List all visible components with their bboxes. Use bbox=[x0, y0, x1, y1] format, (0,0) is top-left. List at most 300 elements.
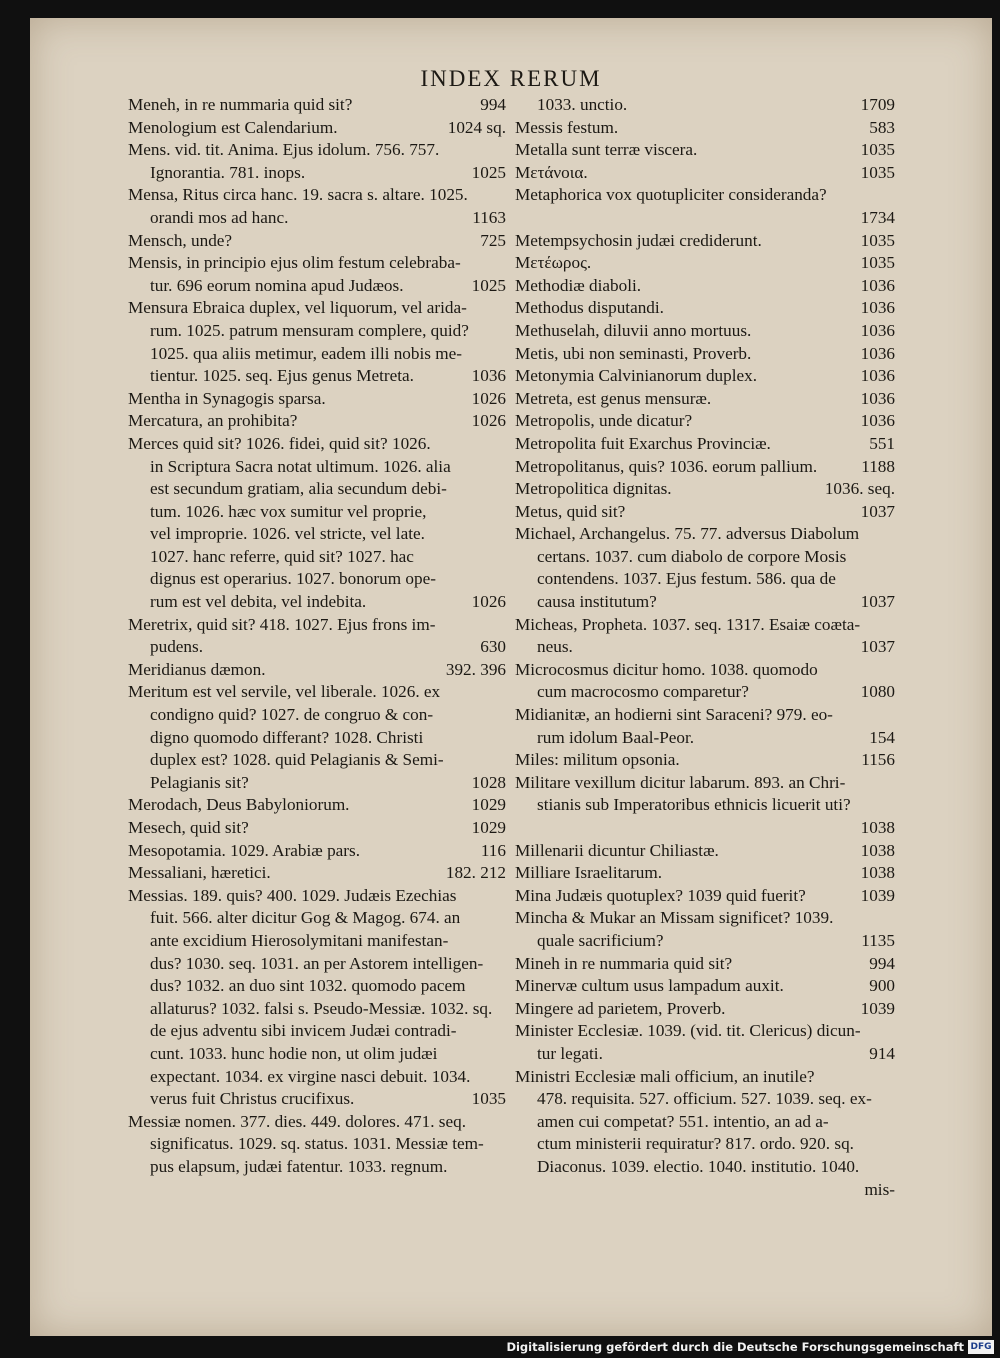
entry-text: amen cui competat? 551. intentio, an ad a- bbox=[537, 1111, 829, 1131]
page-reference: 154 bbox=[869, 727, 895, 747]
entry-text: Mingere ad parietem, Proverb. bbox=[515, 998, 726, 1018]
page-reference: 900 bbox=[869, 976, 895, 996]
entry-text: expectant. 1034. ex virgine nasci debuit. 1034. bbox=[150, 1066, 471, 1086]
entry-text: 1033. unctio. bbox=[537, 95, 628, 114]
index-line bbox=[515, 591, 895, 614]
entry-text: Diaconus. 1039. electio. 1040. institutio. 1040. bbox=[537, 1156, 860, 1176]
index-entry bbox=[128, 817, 506, 840]
entry-text: Messias. 189. quis? 400. 1029. Judæis Ezechias bbox=[128, 885, 457, 905]
index-entry bbox=[128, 252, 506, 297]
index-entry bbox=[128, 230, 506, 253]
index-entry bbox=[515, 501, 895, 524]
index-line bbox=[128, 817, 506, 840]
entry-text: Minervæ cultum usus lampadum auxit. bbox=[515, 976, 784, 996]
page-reference: 1036 bbox=[860, 388, 895, 408]
page-reference: 1035 bbox=[860, 230, 895, 250]
entry-text: Mesech, quid sit? bbox=[128, 818, 249, 837]
index-entry bbox=[515, 117, 895, 140]
index-line bbox=[515, 772, 895, 795]
entry-text: Metalla sunt terræ viscera. bbox=[515, 140, 698, 160]
index-line bbox=[128, 704, 506, 727]
entry-text: tientur. 1025. seq. Ejus genus Metreta. bbox=[150, 366, 414, 386]
entry-text: Minister Ecclesiæ. 1039. (vid. tit. Clericus) dicun- bbox=[515, 1021, 861, 1041]
entry-text: rum idolum Baal-Peor. bbox=[537, 727, 695, 747]
index-line bbox=[128, 456, 506, 479]
index-entry bbox=[515, 840, 895, 863]
entry-text: pus elapsum, judæi fatentur. 1033. regnum. bbox=[150, 1156, 448, 1176]
page-reference: 1156 bbox=[861, 750, 895, 770]
entry-text: Mensura Ebraica duplex, vel liquorum, vel arida- bbox=[128, 298, 467, 318]
index-column-left bbox=[128, 94, 506, 1179]
page-reference: 583 bbox=[869, 117, 895, 137]
entry-text: Methodiæ diaboli. bbox=[515, 275, 642, 295]
entry-text: Μετέωρος. bbox=[515, 253, 592, 273]
entry-text: Μετάνοια. bbox=[515, 162, 588, 182]
entry-text: vel improprie. 1026. vel stricte, vel late. bbox=[150, 524, 425, 544]
index-line bbox=[515, 117, 895, 140]
page-reference: 1135 bbox=[861, 930, 895, 950]
entry-text: contendens. 1037. Ejus festum. 586. qua de bbox=[537, 569, 836, 589]
index-line bbox=[515, 546, 895, 569]
dfg-logo: DFG bbox=[968, 1340, 994, 1354]
index-line bbox=[515, 320, 895, 343]
index-line bbox=[128, 207, 506, 230]
index-line bbox=[515, 1179, 895, 1202]
index-entry bbox=[128, 297, 506, 387]
entry-text: certans. 1037. cum diabolo de corpore Mosis bbox=[537, 546, 847, 566]
entry-text: Meritum est vel servile, vel liberale. 1026. ex bbox=[128, 682, 441, 702]
index-entry bbox=[515, 139, 895, 162]
index-entry bbox=[515, 343, 895, 366]
page-reference: 994 bbox=[480, 95, 506, 114]
entry-text: Ignorantia. 781. inops. bbox=[150, 162, 306, 182]
index-line bbox=[515, 343, 895, 366]
index-line bbox=[515, 998, 895, 1021]
index-line bbox=[515, 907, 895, 930]
entry-text: Metropolitanus, quis? 1036. eorum pallium. bbox=[515, 456, 818, 476]
index-line bbox=[515, 433, 895, 456]
entry-text: pudens. bbox=[150, 637, 203, 657]
footer-credit: Digitalisierung gefördert durch die Deutsche Forschungsgemeinschaft bbox=[0, 1336, 1000, 1358]
index-entry bbox=[515, 907, 895, 952]
entry-text: Methuselah, diluvii anno mortuus. bbox=[515, 320, 752, 340]
index-line bbox=[515, 388, 895, 411]
index-line bbox=[515, 297, 895, 320]
index-entry bbox=[515, 365, 895, 388]
index-line bbox=[128, 230, 506, 253]
index-line bbox=[128, 749, 506, 772]
index-entry bbox=[515, 885, 895, 908]
entry-text: tum. 1026. hæc vox sumitur vel proprie, bbox=[150, 501, 427, 521]
index-line bbox=[128, 117, 506, 140]
index-line bbox=[515, 478, 895, 501]
page-reference: 1035 bbox=[860, 162, 895, 182]
index-entry bbox=[515, 1020, 895, 1065]
index-line bbox=[515, 1043, 895, 1066]
page-reference: 1024 sq. bbox=[447, 117, 506, 137]
index-line bbox=[128, 681, 506, 704]
entry-text: Metempsychosin judæi crediderunt. bbox=[515, 230, 762, 250]
entry-text: Mensch, unde? bbox=[128, 230, 233, 250]
index-entry bbox=[515, 478, 895, 501]
index-entry bbox=[515, 184, 895, 229]
index-line bbox=[128, 907, 506, 930]
entry-text: Mercatura, an prohibita? bbox=[128, 411, 298, 431]
entry-text: rum est vel debita, vel indebita. bbox=[150, 592, 367, 612]
entry-text: Metis, ubi non seminasti, Proverb. bbox=[515, 343, 752, 363]
index-line bbox=[128, 162, 506, 185]
index-line bbox=[128, 998, 506, 1021]
index-entry bbox=[515, 953, 895, 976]
page-reference: 1029 bbox=[471, 795, 506, 815]
index-line bbox=[515, 1156, 895, 1179]
entry-text: Milliare Israelitarum. bbox=[515, 863, 662, 883]
entry-text: dus? 1032. an duo sint 1032. quomodo pacem bbox=[150, 976, 466, 996]
page-reference: 914 bbox=[869, 1043, 895, 1063]
entry-text: Michael, Archangelus. 75. 77. adversus Diabolum bbox=[515, 524, 860, 544]
index-entry bbox=[515, 749, 895, 772]
index-line bbox=[128, 184, 506, 207]
index-entry bbox=[515, 772, 895, 840]
entry-text: Micheas, Propheta. 1037. seq. 1317. Esaiæ coæta- bbox=[515, 614, 861, 634]
index-line bbox=[128, 1133, 506, 1156]
index-line bbox=[128, 275, 506, 298]
index-entry bbox=[515, 659, 895, 704]
index-line bbox=[128, 636, 506, 659]
entry-text: Merces quid sit? 1026. fidei, quid sit? 1026. bbox=[128, 433, 431, 453]
index-line bbox=[515, 365, 895, 388]
index-entry bbox=[515, 297, 895, 320]
index-entry bbox=[515, 862, 895, 885]
entry-text: Millenarii dicuntur Chiliastæ. bbox=[515, 840, 719, 860]
index-entry bbox=[128, 794, 506, 817]
entry-text: Metreta, est genus mensuræ. bbox=[515, 388, 712, 408]
page-reference: 1035 bbox=[471, 1089, 506, 1109]
page-reference: 1036 bbox=[860, 298, 895, 318]
page-reference: 551 bbox=[869, 433, 895, 453]
index-entry bbox=[515, 94, 895, 117]
index-line bbox=[515, 230, 895, 253]
entry-text: Midianitæ, an hodierni sint Saraceni? 979. eo- bbox=[515, 705, 833, 725]
index-line bbox=[515, 1111, 895, 1134]
index-line bbox=[128, 794, 506, 817]
entry-text: Metonymia Calvinianorum duplex. bbox=[515, 366, 758, 386]
index-line bbox=[515, 704, 895, 727]
index-line bbox=[515, 501, 895, 524]
index-line bbox=[128, 1020, 506, 1043]
page-reference: 1036 bbox=[860, 411, 895, 431]
page-reference: 1036 bbox=[860, 275, 895, 295]
index-line bbox=[515, 207, 895, 230]
page-reference: 725 bbox=[480, 230, 506, 250]
entry-text: Metaphorica vox quotupliciter consideranda? bbox=[515, 185, 827, 205]
page-reference: 1035 bbox=[860, 140, 895, 160]
index-line bbox=[128, 591, 506, 614]
index-line bbox=[515, 523, 895, 546]
index-line bbox=[128, 478, 506, 501]
entry-text: Meridianus dæmon. bbox=[128, 659, 266, 679]
entry-text: digno quomodo differant? 1028. Christi bbox=[150, 727, 424, 747]
index-line bbox=[128, 523, 506, 546]
entry-text: stianis sub Imperatoribus ethnicis licuerit uti? bbox=[537, 795, 851, 815]
index-entry bbox=[128, 840, 506, 863]
entry-text: Pelagianis sit? bbox=[150, 772, 249, 792]
page-header: INDEX RERUM bbox=[420, 66, 602, 91]
entry-text: fuit. 566. alter dicitur Gog & Magog. 674. an bbox=[150, 908, 461, 928]
index-line bbox=[515, 817, 895, 840]
entry-text: Messiæ nomen. 377. dies. 449. dolores. 471. seq. bbox=[128, 1111, 467, 1131]
entry-text: Menologium est Calendarium. bbox=[128, 117, 338, 137]
page-reference: 392. 396 bbox=[445, 659, 506, 679]
entry-text: Messis festum. bbox=[515, 117, 619, 137]
entry-text: Messaliani, hæretici. bbox=[128, 863, 271, 883]
page-reference: 1038 bbox=[860, 840, 895, 860]
index-entry bbox=[128, 614, 506, 659]
entry-text: causa institutum? bbox=[537, 592, 657, 612]
index-entry bbox=[128, 1111, 506, 1179]
index-line bbox=[128, 1066, 506, 1089]
page-reference: 1037 bbox=[860, 501, 895, 521]
index-line bbox=[515, 840, 895, 863]
index-line bbox=[515, 885, 895, 908]
entry-text: est secundum gratiam, alia secundum debi- bbox=[150, 479, 447, 499]
index-entry bbox=[128, 681, 506, 794]
entry-text: Merodach, Deus Babyloniorum. bbox=[128, 795, 350, 815]
index-entry bbox=[515, 704, 895, 749]
index-line bbox=[515, 275, 895, 298]
page-reference: 1035 bbox=[860, 253, 895, 273]
index-line bbox=[128, 953, 506, 976]
page-reference: 1038 bbox=[860, 818, 895, 837]
index-line bbox=[515, 727, 895, 750]
entry-text: 1027. hanc referre, quid sit? 1027. hac bbox=[150, 546, 414, 566]
entry-text: orandi mos ad hanc. bbox=[150, 207, 289, 227]
entry-text: tur legati. bbox=[537, 1043, 603, 1063]
page-reference: 1036. seq. bbox=[824, 479, 895, 499]
index-entry bbox=[515, 252, 895, 275]
index-line bbox=[128, 546, 506, 569]
page-reference: 1039 bbox=[860, 885, 895, 905]
entry-text: Mineh in re nummaria quid sit? bbox=[515, 953, 733, 973]
index-line bbox=[128, 297, 506, 320]
entry-text: Mens. vid. tit. Anima. Ejus idolum. 756. 757. bbox=[128, 140, 440, 160]
index-line bbox=[128, 930, 506, 953]
entry-text: ante excidium Hierosolymitani manifestan- bbox=[150, 930, 449, 950]
entry-text: condigno quid? 1027. de congruo & con- bbox=[150, 705, 434, 725]
index-line bbox=[515, 1066, 895, 1089]
page-reference: 1039 bbox=[860, 998, 895, 1018]
index-line bbox=[515, 456, 895, 479]
index-line bbox=[128, 139, 506, 162]
index-entry bbox=[515, 410, 895, 433]
index-entry bbox=[515, 614, 895, 659]
page-reference: 1080 bbox=[860, 682, 895, 702]
entry-text: dignus est operarius. 1027. bonorum ope- bbox=[150, 569, 436, 589]
index-line bbox=[128, 568, 506, 591]
page-reference: 1036 bbox=[860, 343, 895, 363]
index-line bbox=[128, 501, 506, 524]
index-line bbox=[515, 794, 895, 817]
entry-text: significatus. 1029. sq. status. 1031. Messiæ tem- bbox=[150, 1134, 484, 1154]
index-line bbox=[128, 365, 506, 388]
index-line bbox=[515, 1020, 895, 1043]
entry-text: Mincha & Mukar an Missam significet? 1039. bbox=[515, 908, 834, 928]
index-line bbox=[515, 1133, 895, 1156]
entry-text: tur. 696 eorum nomina apud Judæos. bbox=[150, 275, 404, 295]
index-line bbox=[128, 659, 506, 682]
index-line bbox=[515, 410, 895, 433]
entry-text: Mina Judæis quotuplex? 1039 quid fuerit? bbox=[515, 885, 806, 905]
page-reference: 1026 bbox=[471, 411, 506, 431]
index-line bbox=[515, 162, 895, 185]
entry-text: rum. 1025. patrum mensuram complere, quid? bbox=[150, 320, 469, 340]
entry-text: Militare vexillum dicitur labarum. 893. an Chri- bbox=[515, 772, 846, 792]
index-line bbox=[128, 1156, 506, 1179]
index-line bbox=[515, 139, 895, 162]
page-reference: 1026 bbox=[471, 388, 506, 408]
entry-text: Meneh, in re nummaria quid sit? bbox=[128, 95, 353, 114]
page-reference: 1163 bbox=[472, 207, 506, 227]
index-line bbox=[515, 252, 895, 275]
index-entry bbox=[128, 433, 506, 614]
page-reference: 1188 bbox=[861, 456, 895, 476]
entry-text: neus. bbox=[537, 637, 573, 657]
page-reference: 1038 bbox=[860, 863, 895, 883]
entry-text: dus? 1030. seq. 1031. an per Astorem intelligen- bbox=[150, 953, 484, 973]
page-reference: 1037 bbox=[860, 592, 895, 612]
page-reference: 116 bbox=[480, 840, 506, 860]
entry-text: Miles: militum opsonia. bbox=[515, 750, 680, 770]
entry-text: Metus, quid sit? bbox=[515, 501, 626, 521]
entry-text: cunt. 1033. hunc hodie non, ut olim judæi bbox=[150, 1043, 438, 1063]
entry-text: Mensa, Ritus circa hanc. 19. sacra s. altare. 1025. bbox=[128, 185, 468, 205]
index-line bbox=[128, 343, 506, 366]
entry-text: Mensis, in principio ejus olim festum celebraba- bbox=[128, 253, 461, 273]
entry-text: Metropolis, unde dicatur? bbox=[515, 411, 693, 431]
index-line bbox=[128, 252, 506, 275]
entry-text: Meretrix, quid sit? 418. 1027. Ejus frons im- bbox=[128, 614, 436, 634]
entry-text: Metropolitica dignitas. bbox=[515, 479, 672, 499]
index-entry bbox=[515, 1066, 895, 1202]
page-reference: 1025 bbox=[471, 275, 506, 295]
index-entry bbox=[515, 388, 895, 411]
page-reference: 1029 bbox=[471, 818, 506, 837]
index-entry bbox=[515, 230, 895, 253]
index-line bbox=[128, 885, 506, 908]
index-entry bbox=[128, 659, 506, 682]
page-reference: 994 bbox=[869, 953, 895, 973]
index-entry bbox=[515, 523, 895, 613]
index-line bbox=[128, 94, 506, 117]
index-line bbox=[128, 1088, 506, 1111]
index-line bbox=[128, 388, 506, 411]
page-reference: 1709 bbox=[860, 95, 895, 114]
index-line bbox=[128, 433, 506, 456]
index-line bbox=[515, 862, 895, 885]
index-entry bbox=[128, 184, 506, 229]
entry-text: 1025. qua aliis metimur, eadem illi nobis me- bbox=[150, 343, 462, 363]
entry-text: allaturus? 1032. falsi s. Pseudo-Messiæ. 1032. sq. bbox=[150, 998, 493, 1018]
index-line bbox=[515, 659, 895, 682]
entry-text: Ministri Ecclesiæ mali officium, an inutile? bbox=[515, 1066, 815, 1086]
page-reference: 630 bbox=[480, 637, 506, 657]
page-reference: 1028 bbox=[471, 772, 506, 792]
index-entry bbox=[128, 117, 506, 140]
entry-text: cum macrocosmo comparetur? bbox=[537, 682, 749, 702]
index-line bbox=[515, 953, 895, 976]
index-line bbox=[128, 840, 506, 863]
index-line bbox=[128, 320, 506, 343]
index-line bbox=[128, 862, 506, 885]
index-line bbox=[515, 975, 895, 998]
entry-text: verus fuit Christus crucifixus. bbox=[150, 1089, 355, 1109]
entry-text: 478. requisita. 527. officium. 527. 1039. seq. ex- bbox=[537, 1089, 872, 1109]
index-entry bbox=[515, 433, 895, 456]
index-line bbox=[515, 681, 895, 704]
index-entry bbox=[515, 975, 895, 998]
entry-text: ctum ministerii requiratur? 817. ordo. 920. sq. bbox=[537, 1134, 854, 1154]
index-entry bbox=[515, 998, 895, 1021]
index-line bbox=[515, 1088, 895, 1111]
index-entry bbox=[128, 388, 506, 411]
entry-text: Microcosmus dicitur homo. 1038. quomodo bbox=[515, 659, 818, 679]
index-entry bbox=[128, 885, 506, 1111]
page-reference: 1036 bbox=[860, 320, 895, 340]
page-reference: 1026 bbox=[471, 592, 506, 612]
entry-text: de ejus adventu sibi invicem Judæi contradi- bbox=[150, 1021, 457, 1041]
index-entry bbox=[515, 275, 895, 298]
index-line bbox=[515, 636, 895, 659]
index-line bbox=[128, 1043, 506, 1066]
index-entry bbox=[128, 862, 506, 885]
entry-text: quale sacrificium? bbox=[537, 930, 664, 950]
entry-text: Methodus disputandi. bbox=[515, 298, 664, 318]
index-line bbox=[128, 975, 506, 998]
page-reference: 1734 bbox=[860, 207, 895, 227]
entry-text: Mesopotamia. 1029. Arabiæ pars. bbox=[128, 840, 360, 860]
index-line bbox=[515, 930, 895, 953]
index-entry bbox=[515, 456, 895, 479]
page-reference: 182. 212 bbox=[445, 863, 506, 883]
index-line bbox=[515, 184, 895, 207]
index-line bbox=[128, 727, 506, 750]
page-reference: 1025 bbox=[471, 162, 506, 182]
index-line bbox=[128, 614, 506, 637]
entry-text: in Scriptura Sacra notat ultimum. 1026. alia bbox=[150, 456, 451, 476]
index-line bbox=[128, 410, 506, 433]
index-entry bbox=[515, 162, 895, 185]
entry-text: duplex est? 1028. quid Pelagianis & Semi- bbox=[150, 750, 444, 770]
index-entry bbox=[128, 139, 506, 184]
index-line bbox=[128, 1111, 506, 1134]
index-line bbox=[515, 614, 895, 637]
index-column-right bbox=[515, 94, 895, 1201]
index-line bbox=[128, 772, 506, 795]
entry-text: Mentha in Synagogis sparsa. bbox=[128, 388, 326, 408]
index-line bbox=[515, 568, 895, 591]
page-reference: 1036 bbox=[860, 366, 895, 386]
index-line bbox=[515, 94, 895, 117]
entry-text: Metropolita fuit Exarchus Provinciæ. bbox=[515, 433, 771, 453]
page-reference: 1036 bbox=[471, 366, 506, 386]
page-reference: mis- bbox=[864, 1179, 895, 1199]
book-page bbox=[30, 18, 992, 1336]
index-line bbox=[515, 749, 895, 772]
index-entry bbox=[128, 94, 506, 117]
index-entry bbox=[515, 320, 895, 343]
page-reference: 1037 bbox=[860, 637, 895, 657]
index-entry bbox=[128, 410, 506, 433]
